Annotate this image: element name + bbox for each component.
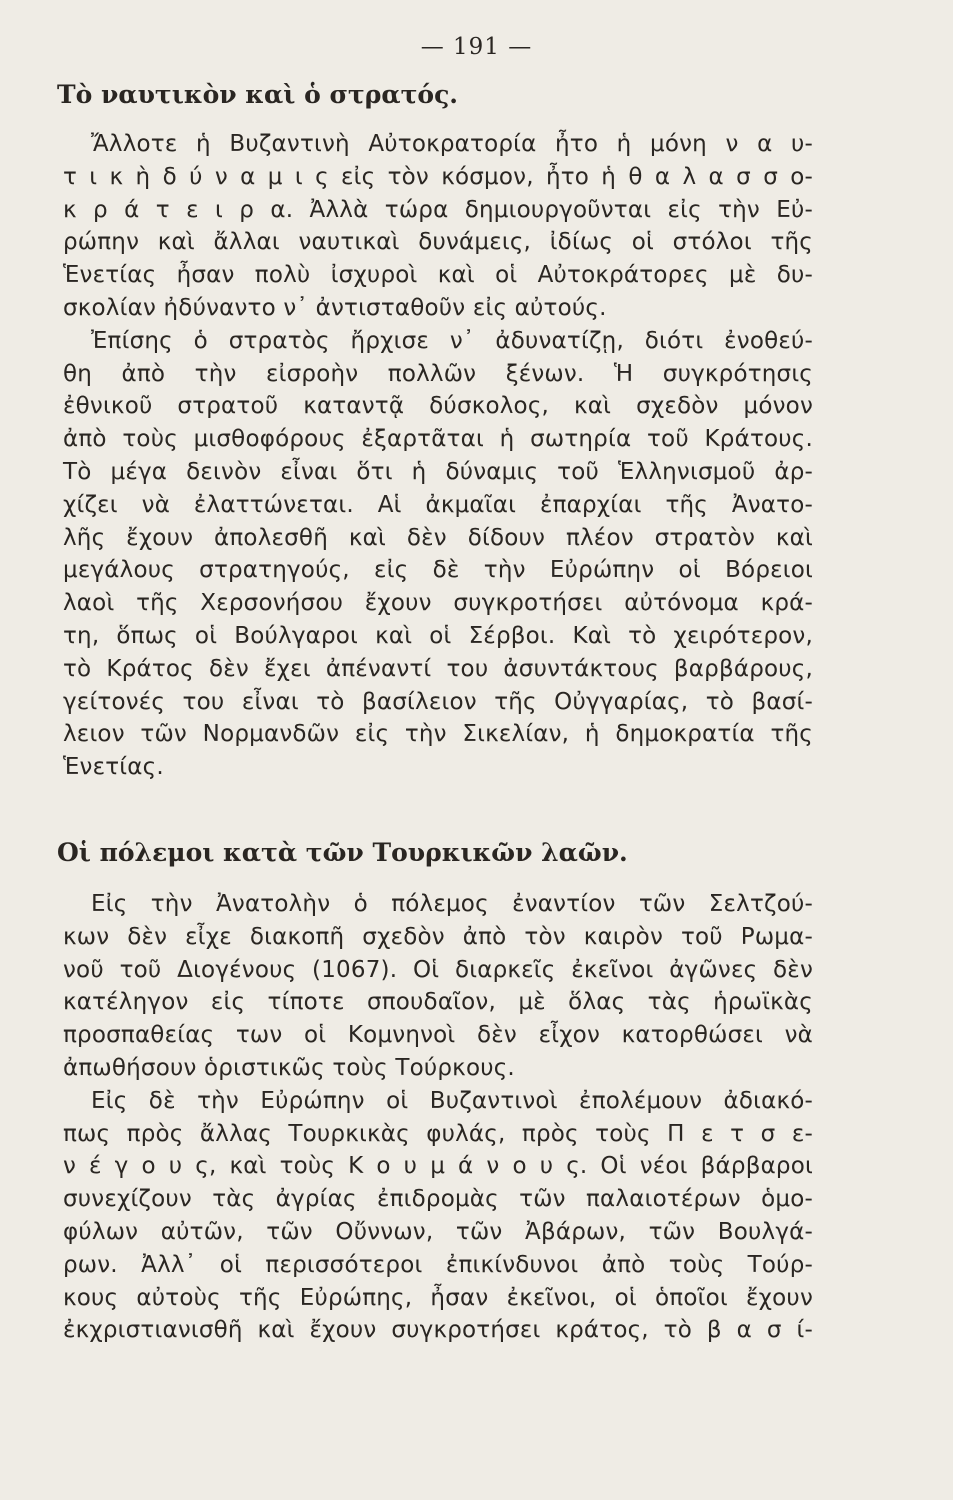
section-body-wars-turkish xyxy=(63,888,813,1347)
text-line: Εἰς τὴν Ἀνατολὴν ὁ πόλεμος ἐναντίον τῶν Σελτζού- xyxy=(91,891,813,917)
text-line: κων δὲν εἶχε διακοπῆ σχεδὸν ἀπὸ τὸν καιρὸν τοῦ Ρωμα- xyxy=(63,923,813,950)
text-line: ἐθνικοῦ στρατοῦ καταντᾷ δύσκολος, καὶ σχεδὸν μόνον xyxy=(63,393,813,420)
text-line: τὸ Κράτος δὲν ἔχει ἀπέναντί του ἀσυντάκτους βαρβάρους, xyxy=(63,655,813,682)
text-line: τ ι κ ὴ δ ύ ν α μ ι ς εἰς τὸν κόσμον, ἦτο ἡ θ α λ α σ σ ο- xyxy=(63,163,813,190)
text-line: θη ἀπὸ τὴν εἰσροὴν πολλῶν ξένων. Ἡ συγκρότησις xyxy=(63,360,813,387)
text-line: λειον τῶν Νορμανδῶν εἰς τὴν Σικελίαν, ἡ δημοκρατία τῆς xyxy=(63,721,813,748)
text-line: ρων. Ἀλλ᾽ οἱ περισσότεροι ἐπικίνδυνοι ἀπὸ τοὺς Τούρ- xyxy=(63,1251,813,1278)
text-line: Ἑνετίας ἦσαν πολὺ ἰσχυροὶ καὶ οἱ Αὐτοκράτορες μὲ δυ- xyxy=(63,262,813,289)
text-line: τη, ὅπως οἱ Βούλγαροι καὶ οἱ Σέρβοι. Καὶ τὸ χειρότερον, xyxy=(63,622,813,649)
text-line: κατέληγον εἰς τίποτε σπουδαῖον, μὲ ὅλας τὰς ἡρωϊκὰς xyxy=(63,989,813,1016)
text-line: συνεχίζουν τὰς ἀγρίας ἐπιδρομὰς τῶν παλαιοτέρων ὁμο- xyxy=(63,1186,813,1213)
text-line: Ἐπίσης ὁ στρατὸς ἤρχισε ν᾽ ἀδυνατίζῃ, διότι ἐνοθεύ- xyxy=(91,327,813,354)
page-number: — 191 — xyxy=(420,34,533,60)
text-line: κους αὐτοὺς τῆς Εὐρώπης, ἦσαν ἐκεῖνοι, οἱ ὁποῖοι ἔχουν xyxy=(63,1284,813,1311)
text-line: πως πρὸς ἄλλας Τουρκικὰς φυλάς, πρὸς τοὺς Π ε τ σ ε- xyxy=(63,1120,813,1147)
text-line: μεγάλους στρατηγούς, εἰς δὲ τὴν Εὐρώπην οἱ Βόρειοι xyxy=(63,557,813,584)
text-line: ἀπὸ τοὺς μισθοφόρους ἐξαρτᾶται ἡ σωτηρία τοῦ Κράτους. xyxy=(63,426,813,453)
text-line: Εἰς δὲ τὴν Εὐρώπην οἱ Βυζαντινοὶ ἐπολέμουν ἀδιακό- xyxy=(91,1087,813,1114)
text-line: Ἑνετίας. xyxy=(63,754,164,781)
text-line: λῆς ἔχουν ἀπολεσθῆ καὶ δὲν δίδουν πλέον στρατὸν καὶ xyxy=(63,524,813,551)
text-line: ἐκχριστιανισθῆ καὶ ἔχουν συγκροτήσει κράτος, τὸ β α σ ί- xyxy=(63,1317,813,1344)
text-line: ρώπην καὶ ἄλλαι ναυτικαὶ δυνάμεις, ἰδίως οἱ στόλοι τῆς xyxy=(63,229,813,256)
text-line: νοῦ τοῦ Διογένους (1067). Οἱ διαρκεῖς ἐκεῖνοι ἀγῶνες δὲν xyxy=(63,956,813,983)
text-line: λαοὶ τῆς Χερσονήσου ἔχουν συγκροτήσει αὐτόνομα κρά- xyxy=(63,590,813,617)
text-line: Ἄλλοτε ἡ Βυζαντινὴ Αὐτοκρατορία ἦτο ἡ μόνη ν α υ- xyxy=(91,131,813,157)
text-line: γείτονές του εἶναι τὸ βασίλειον τῆς Οὐγγαρίας, τὸ βασί- xyxy=(63,688,813,715)
text-line: προσπαθείας των οἱ Κομνηνοὶ δὲν εἶχον κατορθώσει νὰ xyxy=(63,1022,813,1049)
section-heading-wars-turkish: Οἱ πόλεμοι κατὰ τῶν Τουρκικῶν λαῶν. xyxy=(57,838,628,867)
text-line: σκολίαν ἠδύναντο ν᾽ ἀντισταθοῦν εἰς αὐτούς. xyxy=(63,294,607,321)
text-line: φύλων αὐτῶν, τῶν Οὔννων, τῶν Ἀβάρων, τῶν Βουλγά- xyxy=(63,1218,813,1245)
text-line: Τὸ μέγα δεινὸν εἶναι ὅτι ἡ δύναμις τοῦ Ἑλληνισμοῦ ἀρ- xyxy=(63,458,813,485)
text-line: ἀπωθήσουν ὁριστικῶς τοὺς Τούρκους. xyxy=(63,1054,515,1081)
text-line: κ ρ ά τ ε ι ρ α. Ἀλλὰ τώρα δημιουργοῦνται εἰς τὴν Εὐ- xyxy=(63,196,813,223)
text-line: χίζει νὰ ἐλαττώνεται. Αἱ ἀκμαῖαι ἐπαρχίαι τῆς Ἀνατο- xyxy=(63,491,813,518)
section-heading-navy-army: Τὸ ναυτικὸν καὶ ὁ στρατός. xyxy=(57,80,458,109)
text-line: ν έ γ ο υ ς, καὶ τοὺς Κ ο υ μ ά ν ο υ ς. Οἱ νέοι βάρβαροι xyxy=(63,1153,813,1180)
section-body-navy-army xyxy=(63,128,813,784)
